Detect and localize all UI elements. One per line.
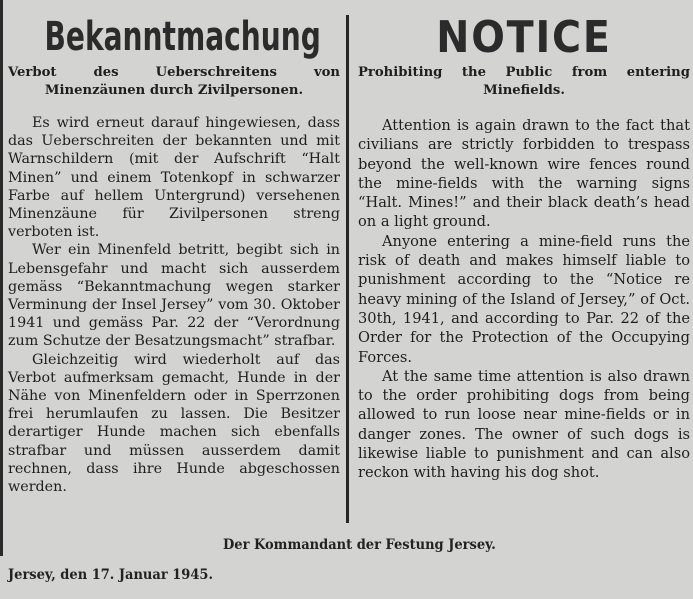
english-subhead: [358, 64, 690, 100]
german-paragraph-1: Es wird erneut darauf hingewiesen, dass das Ueberschreiten der bekannten und mit Warnschildern (mit der Aufschrift “Halt Minen” und einem Totenkopf in schwarzer Farbe auf hellem Untergrund) versehenen Minenzäune für Zivilpersonen streng verboten ist.: [8, 115, 340, 241]
english-body: [358, 116, 690, 483]
english-paragraph-2: Anyone entering a mine-field runs the risk of death and makes himself liable to punishment according to the “Notice re heavy mining of the Island of Jersey,” of Oct. 30th, 1941, and according to Par. 22 of the Order for the Protection of the Occupying Forces.: [358, 232, 690, 366]
column-divider: [346, 15, 349, 523]
left-border-rule: [0, 0, 3, 556]
german-paragraph-2: Wer ein Minenfeld betritt, begibt sich in Lebensgefahr und macht sich ausserdem gemäss “Bekanntmachung wegen starker Verminung der Insel Jersey” vom 30. Oktober 1941 und gemäss Par. 22 der “Verordnung zum Schutze der Besatzungsmacht” strafbar.: [8, 242, 340, 350]
german-body: [8, 114, 340, 496]
commandant-signature: Der Kommandant der Festung Jersey.: [223, 537, 496, 553]
english-column: [358, 0, 690, 483]
english-subhead-line-1: Prohibiting the Public from entering: [358, 65, 690, 80]
english-paragraph-1: Attention is again drawn to the fact that civilians are strictly forbidden to trespass beyond the well-known wire fences round the mine-fields with the warning signs “Halt. Mines!” and their black death’s head on a light ground.: [358, 117, 690, 231]
german-subhead-line-1: Verbot des Ueberschreitens von: [8, 65, 340, 80]
german-paragraph-3: Gleichzeitig wird wiederholt auf das Verbot aufmerksam gemacht, Hunde in der Nähe von Minenfeldern oder in Sperrzonen frei herumlaufen zu lassen. Die Besitzer derartiger Hunde machen sich ebenfalls strafbar und müssen ausserdem damit rechnen, dass ihre Hunde abgeschossen werden.: [8, 351, 340, 496]
german-column: [8, 0, 340, 496]
german-headline: Bekanntmachung: [44, 14, 321, 60]
english-paragraph-3: At the same time attention is also drawn to the order prohibiting dogs from being allowed to run loose near mine-fields or in danger zones. The owner of such dogs is likewise liable to punishment and can also reckon with having his dog shot.: [358, 367, 690, 482]
german-subhead-line-2: Minenzäunen durch Zivilpersonen.: [44, 83, 304, 98]
dateline: Jersey, den 17. Januar 1945.: [8, 567, 214, 583]
english-subhead-line-2: Minefields.: [483, 83, 565, 98]
german-subhead: [8, 64, 340, 100]
english-headline: NOTICE: [436, 12, 612, 63]
